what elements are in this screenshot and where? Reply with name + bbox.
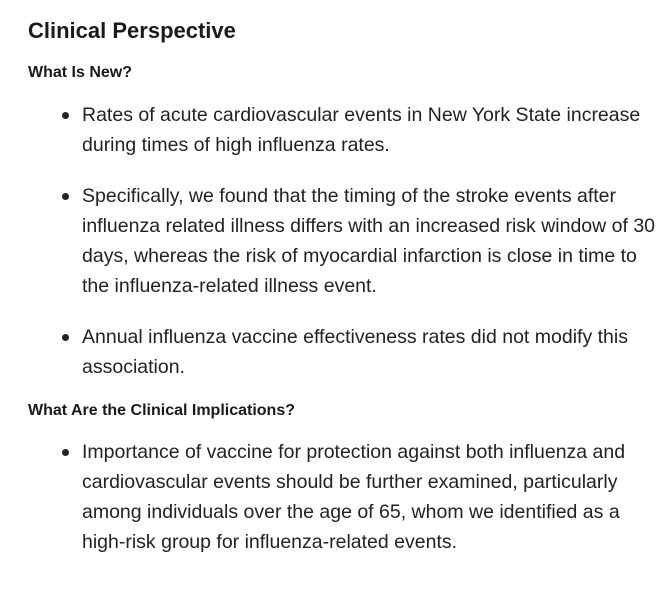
bullet-icon xyxy=(62,449,69,456)
list-item-text: Specifically, we found that the timing of the stroke events after influenza related illness differs with an increased risk window of 30 days, whereas the risk of myocardial infarction is close in time to the influenza-related illness event. xyxy=(82,185,656,297)
list-item-text: Importance of vaccine for protection against both influenza and cardiovascular events should be further examined, particularly among individuals over the age of 65, whom we identified as a high-risk group for influenza-related events. xyxy=(82,441,626,553)
bullet-icon xyxy=(62,112,69,119)
list-item-text: Annual influenza vaccine effectiveness rates did not modify this association. xyxy=(82,326,628,378)
list-item xyxy=(82,437,662,557)
clinical-implications-list xyxy=(28,437,670,557)
list-item-text: Rates of acute cardiovascular events in New York State increase during times of high influenza rates. xyxy=(82,104,641,156)
section-heading-what-is-new: What Is New? xyxy=(28,64,133,81)
list-item xyxy=(82,100,662,160)
list-item xyxy=(82,322,662,382)
what-is-new-list xyxy=(28,100,670,382)
bullet-icon xyxy=(62,193,69,200)
section-heading-clinical-implications: What Are the Clinical Implications? xyxy=(28,402,295,419)
list-item xyxy=(82,181,662,301)
page-title: Clinical Perspective xyxy=(28,18,236,43)
bullet-icon xyxy=(62,334,69,341)
